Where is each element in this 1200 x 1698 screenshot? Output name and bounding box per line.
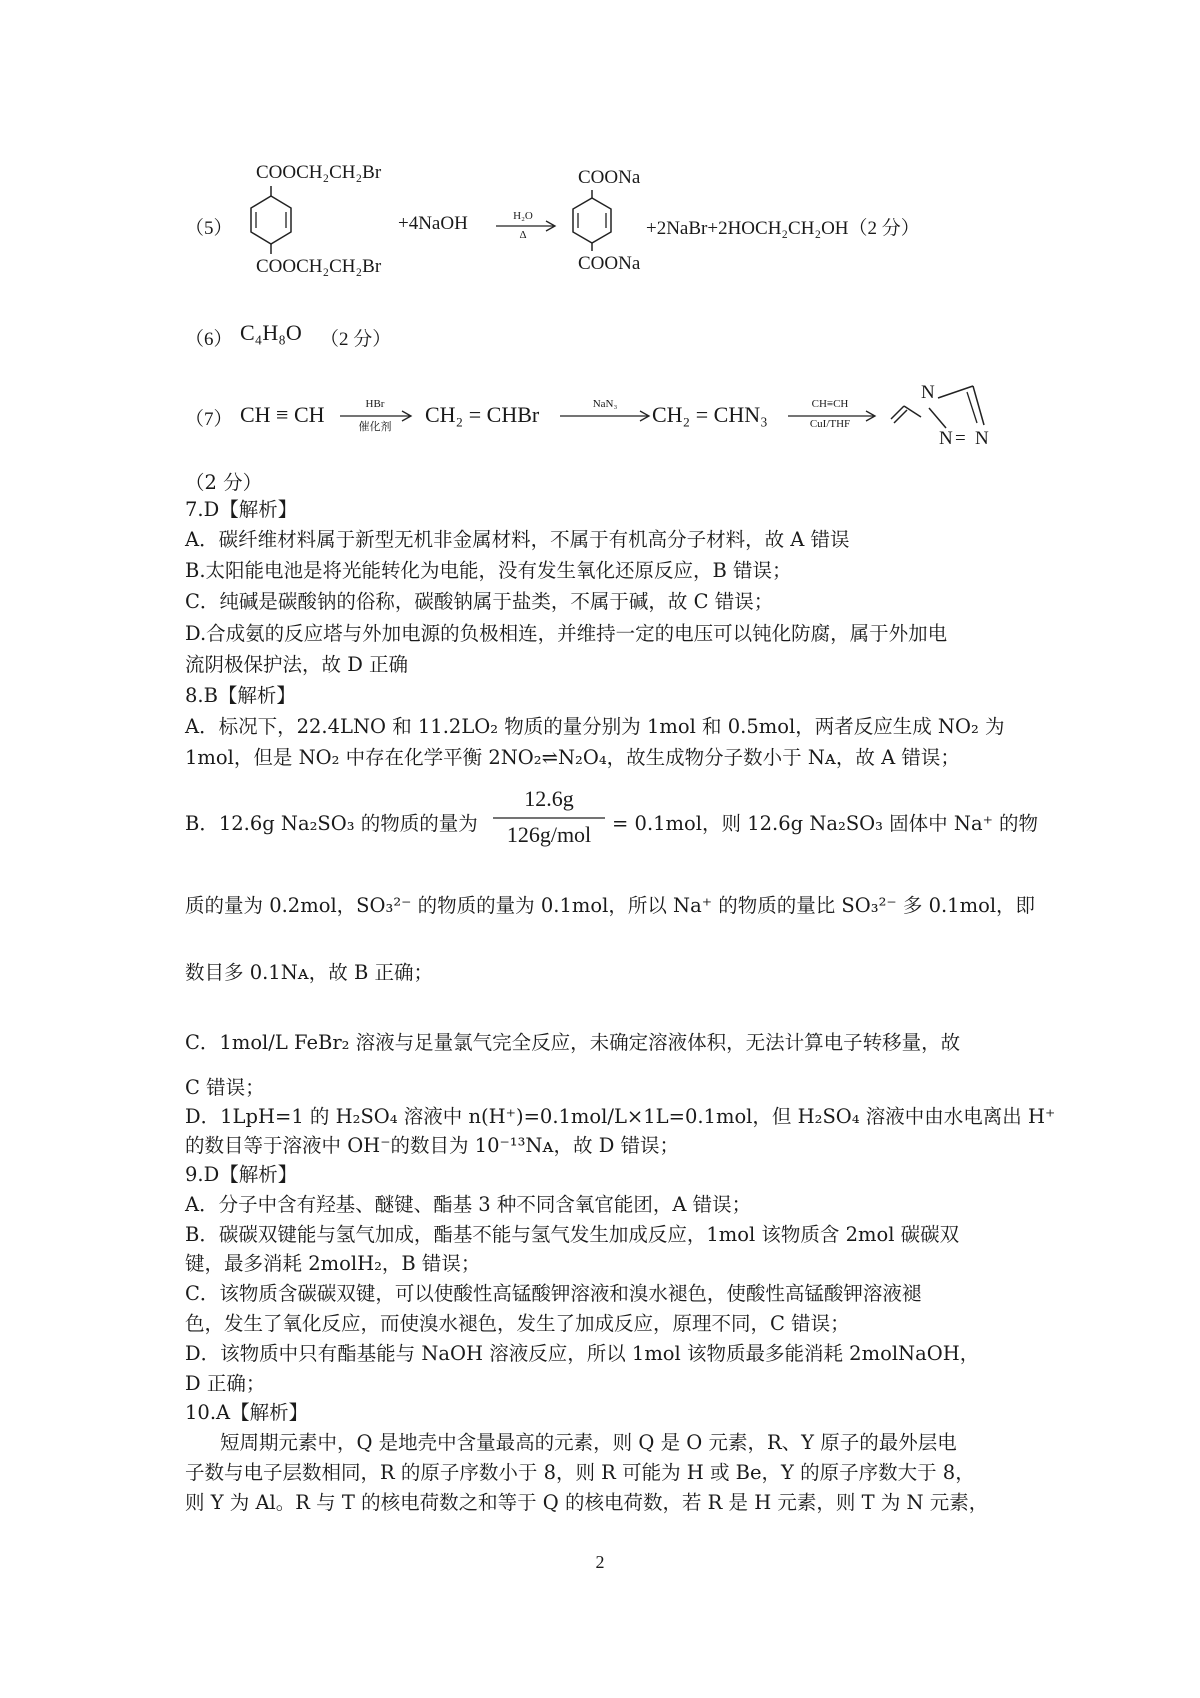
q10-paragraph-line3: 则 Y 为 Al。R 与 T 的核电荷数之和等于 Q 的核电荷数，若 R 是 H 元素，则 T 为 N 元素，	[185, 1491, 989, 1514]
q8-option-d-line1: D．1LpH=1 的 H₂SO₄ 溶液中 n(H⁺)=0.1mol/L×1L=0.1mol，但 H₂SO₄ 溶液中由水电离出 H⁺	[185, 1105, 1056, 1128]
q7-option-d-line1: D.合成氨的反应塔与外加电源的负极相连，并维持一定的电压可以钝化防腐，属于外加电	[185, 622, 948, 645]
q9-heading: 9.D【解析】	[185, 1163, 298, 1186]
arrow7c-bottom-label: CuI/THF	[809, 418, 851, 430]
triazole-n2: N	[939, 428, 953, 449]
part7-score: （2 分）	[185, 471, 263, 494]
q8-option-b-line2: 质的量为 0.2mol，SO₃²⁻ 的物质的量为 0.1mol，所以 Na⁺ 的物质的量比 SO₃²⁻ 多 0.1mol，即	[185, 894, 1036, 917]
triazole-n1: N	[921, 382, 935, 403]
reactant-top-substituent: COOCH₂CH₂Br	[256, 162, 382, 183]
part7-label: （7）	[185, 409, 233, 430]
q9-option-c-line1: C．该物质含碳碳双键，可以使酸性高锰酸钾溶液和溴水褪色，使酸性高锰酸钾溶液褪	[185, 1282, 922, 1305]
q8-option-c-line2: C 错误；	[185, 1076, 265, 1099]
part6-score: （2 分）	[320, 329, 392, 350]
q8-option-b-line3: 数目多 0.1Nᴀ，故 B 正确；	[185, 961, 434, 984]
q8-option-a-line1: A．标况下，22.4LNO 和 11.2LO₂ 物质的量分别为 1mol 和 0.5mol，两者反应生成 NO₂ 为	[185, 715, 1005, 738]
q7-option-b: B.太阳能电池是将光能转化为电能，没有发生氧化还原反应，B 错误；	[185, 559, 792, 582]
part5-rest: +2NaBr+2HOCH₂CH₂OH（2 分）	[646, 218, 920, 239]
q8-option-a-line2: 1mol，但是 NO₂ 中存在化学平衡 2NO₂⇌N₂O₄，故生成物分子数小于 Nᴀ，故 A 错误；	[185, 746, 960, 769]
q8-option-b-prefix: B．12.6g Na₂SO₃ 的物质的量为	[185, 812, 478, 835]
q7-option-c: C．纯碱是碳酸钠的俗称，碳酸钠属于盐类，不属于碱，故 C 错误；	[185, 590, 774, 613]
q10-heading: 10.A【解析】	[185, 1401, 309, 1424]
q8-heading: 8.B【解析】	[185, 684, 296, 707]
q9-option-c-line2: 色，发生了氧化反应，而使溴水褪色，发生了加成反应，原理不同，C 错误；	[185, 1312, 850, 1335]
q10-paragraph-line1: 短周期元素中，Q 是地壳中含量最高的元素，则 Q 是 O 元素，R、Y 原子的最外层电	[220, 1431, 957, 1454]
arrow7b-top-label: NaN₃	[592, 398, 618, 410]
part7-vinyl-bromide: CH₂ = CHBr	[425, 402, 540, 427]
fraction-numerator: 12.6g	[524, 786, 574, 811]
q8-option-c-line1: C．1mol/L FeBr₂ 溶液与足量氯气完全反应，未确定溶液体积，无法计算电子转移量，故	[185, 1031, 961, 1054]
fraction-denominator: 126g/mol	[506, 822, 592, 847]
q9-option-a: A．分子中含有羟基、醚键、酯基 3 种不同含氧官能团，A 错误；	[185, 1193, 752, 1216]
q8-option-d-line2: 的数目等于溶液中 OH⁻的数目为 10⁻¹³Nᴀ，故 D 错误；	[185, 1134, 680, 1157]
part6-label: （6）	[185, 329, 233, 350]
triazole-double-bond: =	[955, 428, 966, 449]
product-top-substituent: COONa	[578, 167, 641, 188]
q7-option-d-line2: 流阴极保护法，故 D 正确	[185, 653, 409, 676]
arrow5-top-label: H₂O	[513, 210, 533, 222]
arrow7a-bottom-label: 催化剂	[358, 421, 392, 433]
reagent-naoh: +4NaOH	[398, 213, 468, 234]
q10-paragraph-line2: 子数与电子层数相同，R 的原子序数小于 8，则 R 可能为 H 或 Be，Y 的原子序数大于 8，	[185, 1461, 975, 1484]
q9-option-d-line1: D．该物质中只有酯基能与 NaOH 溶液反应，所以 1mol 该物质最多能消耗 2molNaOH，	[185, 1342, 980, 1365]
page-number: 2	[595, 1552, 605, 1572]
q7-heading: 7.D【解析】	[185, 498, 298, 521]
q9-option-d-line2: D 正确；	[185, 1372, 266, 1395]
part7-vinyl-azide: CH₂ = CHN₃	[652, 402, 768, 427]
reactant-bottom-substituent: COOCH₂CH₂Br	[256, 256, 382, 277]
arrow7a-top-label: HBr	[365, 398, 385, 410]
q9-option-b-line2: 键，最多消耗 2molH₂，B 错误；	[185, 1252, 481, 1275]
arrow5-bottom-label: Δ	[519, 229, 527, 241]
product-bottom-substituent: COONa	[578, 253, 641, 274]
arrow7c-top-label: CH≡CH	[811, 398, 849, 410]
part7-acetylene: CH ≡ CH	[240, 402, 325, 427]
part5-label: （5）	[185, 218, 233, 239]
q8-option-b-suffix: = 0.1mol，则 12.6g Na₂SO₃ 固体中 Na⁺ 的物	[612, 812, 1039, 835]
q7-option-a: A．碳纤维材料属于新型无机非金属材料，不属于有机高分子材料，故 A 错误	[185, 528, 850, 551]
part6-formula: C₄H₈O	[240, 320, 302, 345]
q9-option-b-line1: B．碳碳双键能与氢气加成，酯基不能与氢气发生加成反应，1mol 该物质含 2mol 碳碳双	[185, 1223, 960, 1246]
triazole-n3: N	[975, 428, 989, 449]
